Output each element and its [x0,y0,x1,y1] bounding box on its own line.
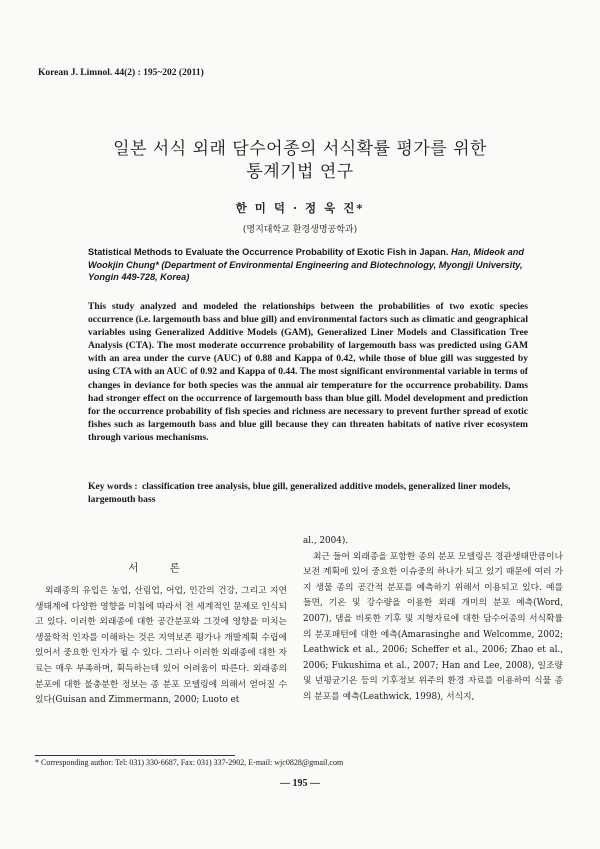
korean-affiliation: (명지대학교 환경생명공학과) [242,225,358,235]
korean-title [0,138,600,184]
abstract: This study analyzed and modeled the relationships between the probabilities of two exotic species occurrence (i.e. largemouth bass and blue gill) and environmental factors such as climatic and geographical variables using Generalized Additive Models (GAM), Generalized Liner Models and Classification Tree Analysis (CTA). The most moderate occurrence probability of largemouth bass was predicted using GAM with an area under the curve (AUC) of 0.88 and Kappa of 0.42, while those of blue gill was suggested by using CTA with an AUC of 0.92 and Kappa of 0.44. The most significant environmental variable in terms of changes in deviance for both species was the annual air temperature for the occurrence probability. Dams had stronger effect on the occurrence of largemouth bass than blue gill. Model development and prediction for the occurrence probability of fish species and richness are necessary to prevent further spread of exotic fishes such as largemouth bass and blue gill because they can threaten habitats of native river ecosystem through various mechanisms. [88,301,528,443]
korean-title-line-1: 일본 서식 외래 담수어종의 서식확률 평가를 위한 [113,139,487,159]
intro-paragraph: 외래종의 유입은 농업, 산림업, 어업, 인간의 건강, 그리고 지연생태계에 다양한 영향을 미침에 따라서 전 세계적인 문제로 인식되고 있다. 이러한 외래종에 대한 공간분포와 그것에 영향을 미치는 생물학적 인자를 이해하는 것은 지역보존 평가나 개발계획 수립에 있어서 중요한 인자가 될 수 있다. 그러나 이러한 외래종에 대한 자료는 매우 부족하며, 획득하는데 있어 어려움이 따른다. 외래종의 분포에 대한 불충분한 정보는 종 분포 모델링에 의해서 얻어질 수 있다(Guisan and Zimmermann, 2000; Luoto et [35,586,287,706]
english-title: Statistical Methods to Evaluate the Occurrence Probability of Exotic Fish in Japan. [88,247,449,257]
section-heading-introduction: 서 론 [128,562,194,574]
korean-title-line-2: 통계기법 연구 [246,162,354,182]
keywords-label: Key words : [88,481,138,492]
korean-authors: 한 미 덕 · 정 욱 진* [235,201,365,215]
english-authors: Han, Mideok and Wookjin Chung* [88,247,525,270]
keywords-text: classification tree analysis, blue gill, generalized additive models, generalized liner models, largemouth bass [88,481,511,506]
right-paragraph: 최근 들어 외래종을 포함한 종의 분포 모델링은 경관생태만큼이나 보전 계획에 있어 중요한 이슈중의 하나가 되고 있기 때문에 여러 가지 생물 종의 공간적 분포를 예측하기 위해서 이용되고 있다. 예를 들면, 기온 및 강수량을 이용한 외래 개미의 분포 예측(Word, 2007), 댐을 비롯한 기후 및 지형자료에 대한 담수어종의 서식확률의 분포패턴에 대한 예측(Amarasinghe and Welcomme, 2002; Leathwick et al., 2006; Scheffer et al., 2006; Zhao et al., 2006; Fukushima et al., 2007; Han and Lee, 2008), 일조량 및 년평균기온 등의 기후정보 위주의 환경 자료를 이용하여 식물 종의 분포를 예측(Leathwick, 1998), 서식지, [303,551,563,702]
left-column [35,560,287,709]
footnote-divider [35,755,235,756]
keywords [88,480,528,506]
page-number: — 195 — [280,778,320,789]
citation-continuation: al., 2004). [303,536,349,546]
english-title-block [88,246,528,284]
right-column [303,534,563,706]
corresponding-author-footnote: * Corresponding author: Tel: 031) 330-6687, Fax: 031) 337-2902, E-mail: wjc0828@gmail.com [35,758,344,767]
journal-reference: Korean J. Limnol. 44(2) : 195~202 (2011) [38,68,204,78]
english-affiliation: (Department of Environmental Engineering and Biotechnology, Myongji University, Yongin 449-728, Korea) [88,259,523,282]
